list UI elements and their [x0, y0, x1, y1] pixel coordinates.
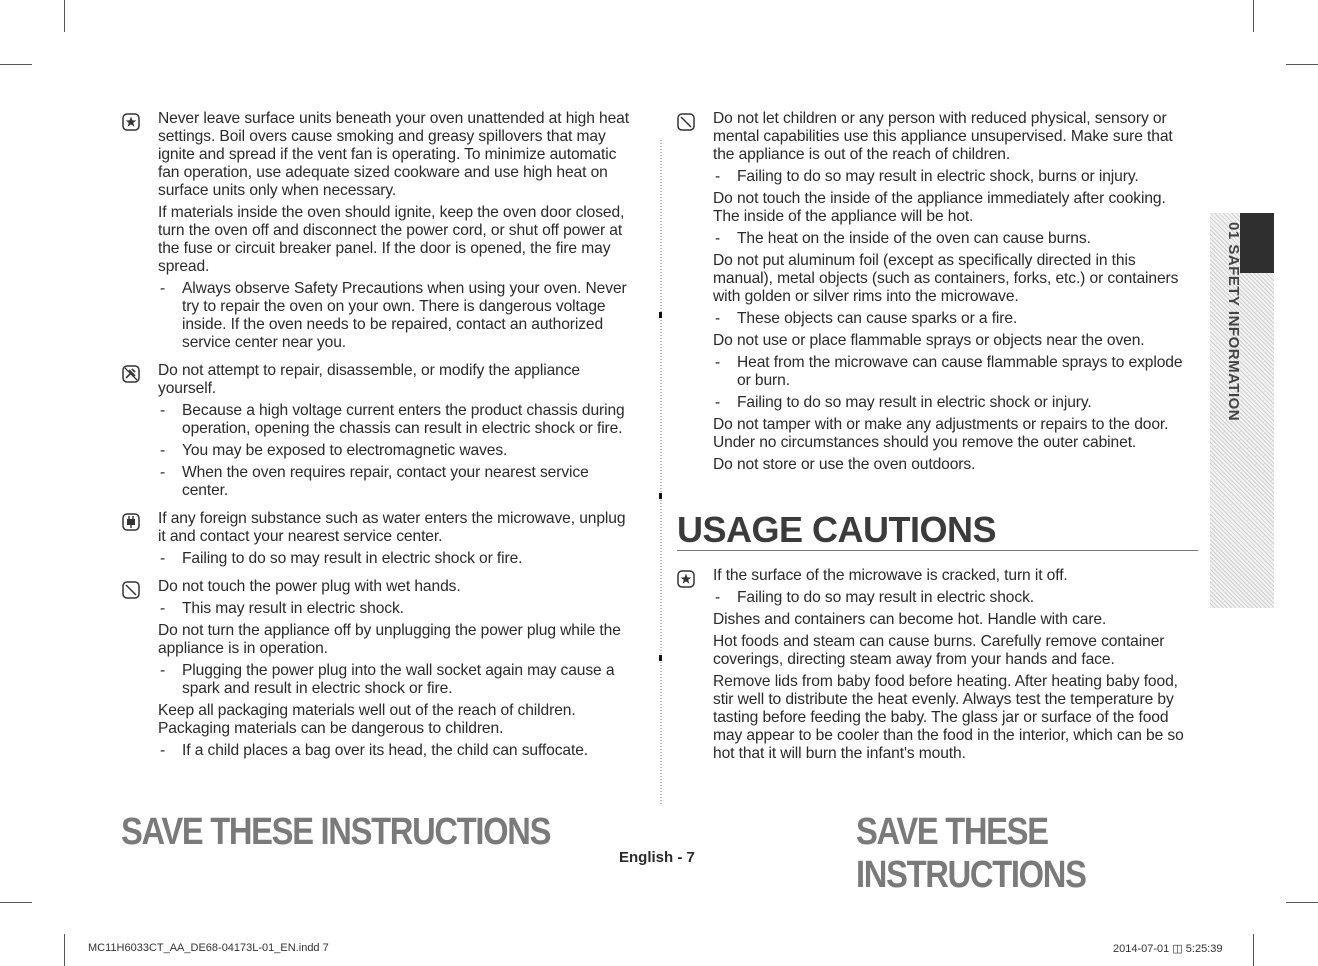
crop-mark: [0, 902, 32, 903]
divider-mark: [659, 493, 662, 499]
bullet-text: - You may be exposed to electromagnetic waves.: [158, 442, 636, 460]
paragraph-text: Do not tamper with or make any adjustments or repairs to the door. Under no circumstances should you remove the outer cabinet.: [713, 416, 1169, 451]
crop-mark: [1286, 64, 1318, 65]
no-disassemble-icon: [122, 365, 140, 383]
paragraph-text: Do not turn the appliance off by unplugging the power plug while the appliance is in operation.: [158, 622, 621, 657]
star-warning-icon: [122, 113, 140, 131]
right-column-top: [713, 110, 1193, 478]
warning-block: [713, 567, 1193, 763]
warning-block: [158, 362, 636, 500]
prohibited-icon: [677, 113, 695, 131]
paragraph-text: Remove lids from baby food before heating. After heating baby food, stir well to distribute the heat evenly. Always test the temperature by tasting before feeding the baby. The glass jar or surface of the food may appear to be cooler than the food in the interior, which can be so hot that it will burn the infant's mouth.: [713, 673, 1184, 762]
crop-mark: [64, 934, 65, 966]
footer-file-info: MC11H6033CT_AA_DE68-04173L-01_EN.indd 7: [88, 942, 329, 954]
bullet-text: - If a child places a bag over its head, the child can suffocate.: [158, 742, 636, 760]
warning-block: [713, 110, 1193, 474]
crop-mark: [0, 64, 32, 65]
bullet-text: - Heat from the microwave can cause flammable sprays to explode or burn.: [713, 354, 1193, 390]
star-warning-icon: [677, 570, 695, 588]
unplug-icon: [122, 513, 140, 531]
crop-mark: [1253, 0, 1254, 32]
bullet-text: - This may result in electric shock.: [158, 600, 636, 618]
warning-block: [158, 110, 636, 352]
paragraph-text: Hot foods and steam can cause burns. Carefully remove container coverings, directing steam away from your hands and face.: [713, 633, 1165, 668]
paragraph-text: Do not touch the power plug with wet hands.: [158, 578, 461, 595]
section-tab-marker: [1240, 213, 1274, 273]
divider-mark: [659, 312, 662, 318]
page-number: English - 7: [619, 849, 695, 866]
save-instructions-left: SAVE THESE INSTRUCTIONS: [121, 811, 551, 853]
bullet-text: - Failing to do so may result in electric shock or injury.: [713, 394, 1193, 412]
warning-block: [158, 510, 636, 568]
bullet-text: - Plugging the power plug into the wall socket again may cause a spark and result in electric shock or fire.: [158, 662, 636, 698]
paragraph-text: Do not touch the inside of the appliance immediately after cooking. The inside of the appliance will be hot.: [713, 190, 1166, 225]
bullet-text: - Always observe Safety Precautions when using your oven. Never try to repair the oven on your own. There is dangerous voltage inside. If the oven needs to be repaired, contact an authorized service center near you.: [158, 280, 636, 352]
footer-timestamp: 2014-07-01 ◫ 5:25:39: [1113, 943, 1223, 955]
paragraph-text: If the surface of the microwave is cracked, turn it off.: [713, 567, 1068, 584]
usage-cautions-title: USAGE CAUTIONS: [677, 509, 997, 550]
prohibited-icon: [122, 581, 140, 599]
crop-mark: [64, 0, 65, 32]
bullet-text: - Failing to do so may result in electric shock or fire.: [158, 550, 636, 568]
paragraph-text: Do not attempt to repair, disassemble, or modify the appliance yourself.: [158, 362, 580, 397]
bullet-text: - When the oven requires repair, contact your nearest service center.: [158, 464, 636, 500]
column-divider: [660, 140, 662, 805]
divider-mark: [659, 655, 662, 661]
paragraph-text: Keep all packaging materials well out of the reach of children. Packaging materials can be dangerous to children.: [158, 702, 576, 737]
paragraph-text: If any foreign substance such as water enters the microwave, unplug it and contact your nearest service center.: [158, 510, 626, 545]
paragraph-text: Do not store or use the oven outdoors.: [713, 456, 976, 473]
save-instructions-right: SAVE THESE INSTRUCTIONS: [856, 811, 1086, 896]
bullet-text: - Because a high voltage current enters the product chassis during operation, opening the chassis can result in electric shock or fire.: [158, 402, 636, 438]
usage-cautions-heading: [677, 510, 1198, 551]
paragraph-text: Dishes and containers can become hot. Handle with care.: [713, 611, 1107, 628]
paragraph-text: Do not put aluminum foil (except as specifically directed in this manual), metal objects (such as containers, forks, etc.) or containers with golden or silver rims into the microwave.: [713, 252, 1179, 305]
paragraph-text: If materials inside the oven should ignite, keep the oven door closed, turn the oven off and disconnect the power cord, or shut off power at the fuse or circuit breaker panel. If the door is opened, the fire may spread.: [158, 204, 625, 275]
bullet-text: - The heat on the inside of the oven can cause burns.: [713, 230, 1193, 248]
bullet-text: - Failing to do so may result in electric shock.: [713, 589, 1193, 607]
paragraph-text: Do not let children or any person with reduced physical, sensory or mental capabilities use this appliance unsupervised. Make sure that the appliance is out of the reach of children.: [713, 110, 1173, 163]
warning-block: [158, 578, 636, 760]
section-tab-label: 01 SAFETY INFORMATION: [1225, 222, 1242, 422]
bullet-text: - These objects can cause sparks or a fire.: [713, 310, 1193, 328]
paragraph-text: Never leave surface units beneath your oven unattended at high heat settings. Boil overs cause smoking and greasy spillovers that may ignite and spread if the vent fan is operating. To minimize automatic fan operation, use adequate sized cookware and use high heat on surface units only when necessary.: [158, 110, 629, 199]
crop-mark: [1286, 902, 1318, 903]
crop-mark: [1253, 934, 1254, 966]
left-column: [158, 110, 636, 764]
bullet-text: - Failing to do so may result in electric shock, burns or injury.: [713, 168, 1193, 186]
right-column-bottom: [713, 567, 1193, 767]
paragraph-text: Do not use or place flammable sprays or objects near the oven.: [713, 332, 1145, 349]
